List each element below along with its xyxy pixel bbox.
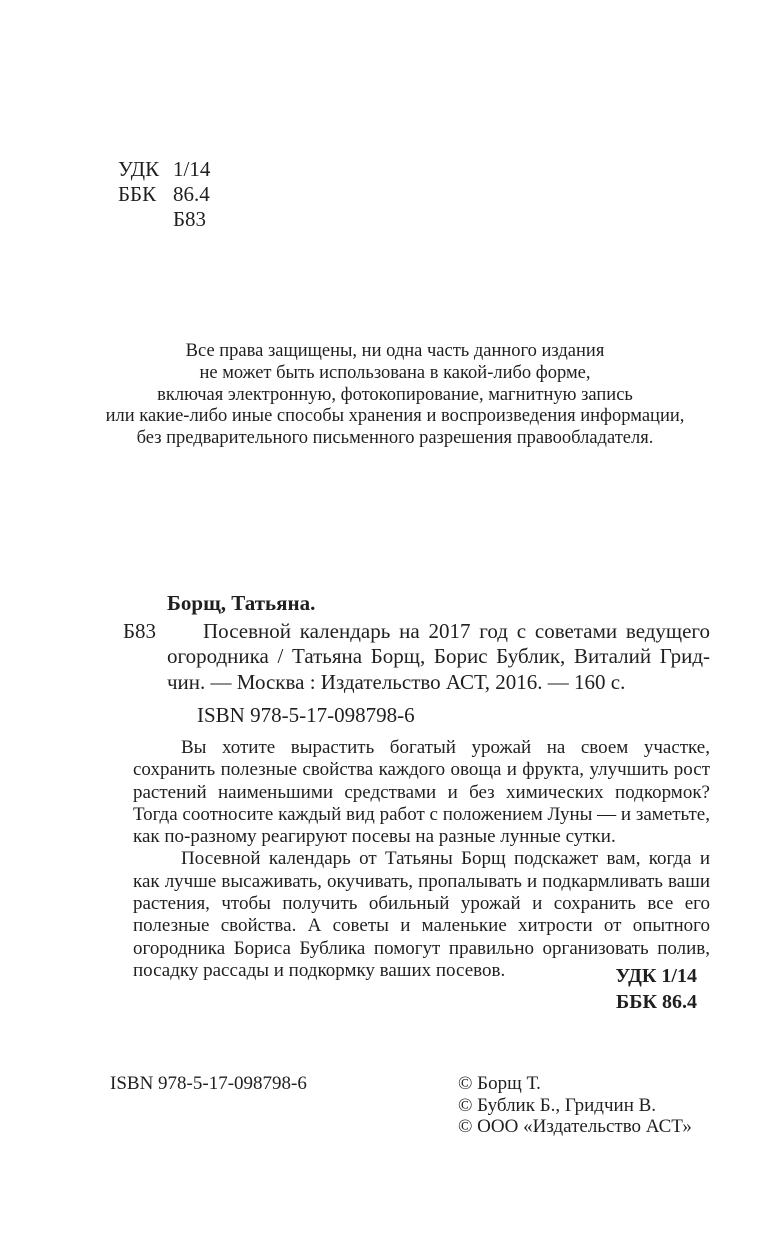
rights-notice-line: Все права защищены, ни одна часть данного издания — [185, 341, 605, 361]
rights-notice-line: включая электронную, фотокопирование, магнитную запись — [157, 384, 633, 405]
catalog-author-heading: Борщ, Татьяна. — [167, 591, 316, 615]
classification-codes-top — [118, 157, 210, 232]
annotation-paragraph-1: Вы хотите вырастить богатый урожай на своем участке, сохранить полезные свойства каждого овоща и фрукта, улучшить рост растений наименьшими средствами и без химических подкормок? Тогда соотносите каждый вид работ с положением Луны — и заметьте, как по-разному реагируют посевы на разные лунные сутки. — [133, 737, 710, 848]
udk-row — [118, 157, 210, 182]
author-sign-spacer — [118, 207, 173, 232]
classification-codes-bottom — [616, 964, 697, 1015]
udk-value: 1/14 — [173, 157, 211, 181]
rights-notice-line: или какие-либо иные способы хранения и воспроизведения информации, — [105, 406, 685, 427]
udk-label: УДК — [118, 157, 160, 181]
copyright-line: © ООО «Издательство АСТ» — [458, 1116, 692, 1138]
bbk-row — [118, 182, 210, 207]
author-sign-row — [118, 207, 210, 232]
rights-notice — [85, 341, 705, 450]
rights-notice-line: без предварительного письменного разрешения правообладателя. — [136, 428, 654, 449]
catalog-author-sign: Б83 — [123, 619, 157, 643]
copyright-block — [458, 1073, 692, 1138]
copyright-line: © Борщ Т. — [458, 1073, 541, 1094]
author-sign: Б83 — [173, 207, 207, 231]
copyright-line: © Бублик Б., Гридчин В. — [458, 1094, 657, 1116]
bbk-label: ББК — [118, 182, 157, 206]
udk-code-bold: УДК 1/14 — [615, 965, 697, 987]
footer-isbn: ISBN 978-5-17-098798-6 — [110, 1073, 307, 1094]
bbk-code-bold: ББК 86.4 — [616, 990, 697, 1013]
catalog-description: Посевной календарь на 2017 год с советами ведущего огородника / Татьяна Борщ, Борис Бублик, Виталий Гридчин. — Москва : Издательство АСТ, 2016. — 160 с. — [167, 619, 710, 694]
annotation-paragraph-2: Посевной календарь от Татьяны Борщ подскажет вам, когда и как лучше высаживать, окучивать, пропалывать и подкармливать ваши растения, чтобы получить обильный урожай и сохранить все его полезные свойства. А советы и маленькие хитрости от опытного огородника Бориса Бублика помогут правильно организовать полив, посадку рассады и подкормку ваших посевов. — [133, 848, 710, 981]
rights-notice-line: не может быть использована в какой-либо форме, — [199, 362, 591, 383]
annotation — [133, 737, 710, 982]
bbk-value: 86.4 — [173, 182, 210, 206]
catalog-isbn: ISBN 978-5-17-098798-6 — [197, 703, 415, 727]
